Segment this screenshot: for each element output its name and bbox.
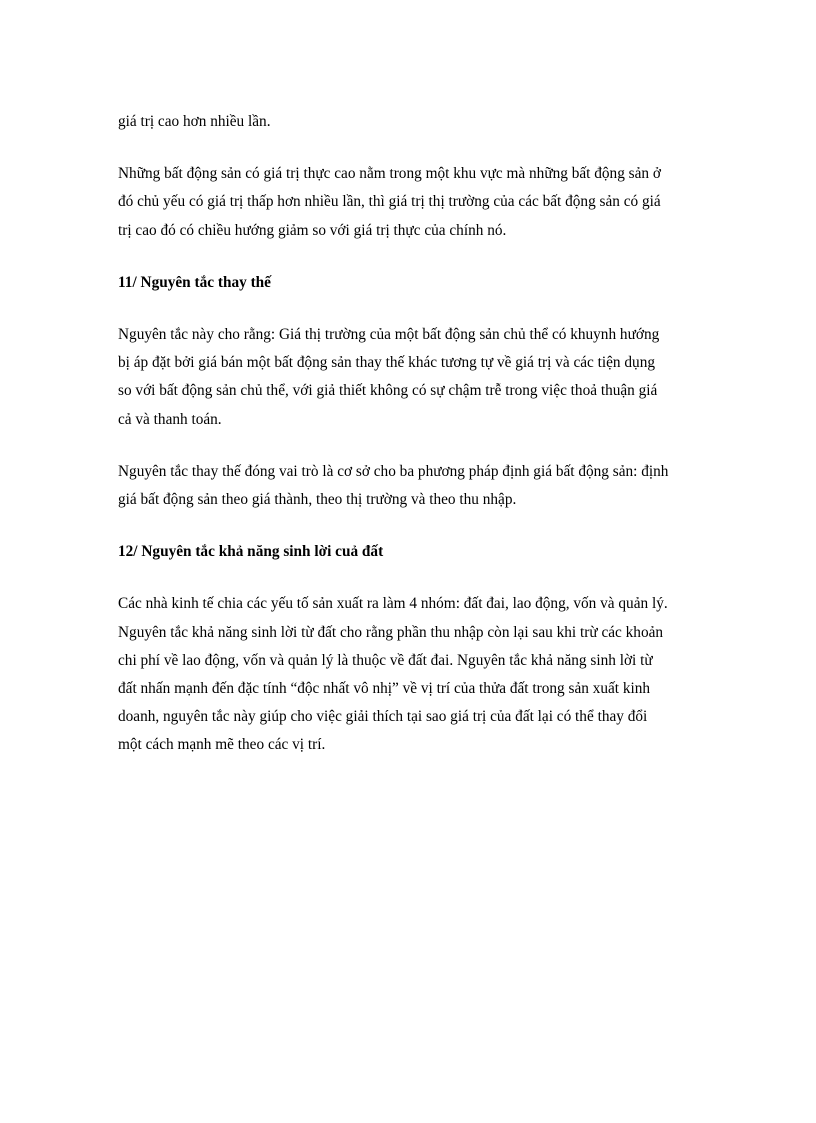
text-line: chi phí về lao động, vốn và quản lý là thuộc về đất đai. Nguyên tắc khả năng sinh lời từ [118, 651, 653, 669]
text-line: Những bất động sản có giá trị thực cao nằm trong một khu vực mà những bất động sản ở [118, 165, 661, 183]
text-line: Nguyên tắc thay thế đóng vai trò là cơ sở cho ba phương pháp định giá bất động sản: định [118, 462, 669, 480]
text-line: giá bất động sản theo giá thành, theo thị trường và theo thu nhập. [118, 491, 517, 509]
heading-text: 11/ Nguyên tắc thay thế [118, 273, 271, 291]
text-line: cả và thanh toán. [118, 410, 222, 428]
text-line: trị cao đó có chiều hướng giảm so với giá trị thực của chính nó. [118, 221, 507, 239]
text-line: bị áp đặt bởi giá bán một bất động sản thay thế khác tương tự về giá trị và các tiện dụng [118, 354, 655, 372]
heading-text: 12/ Nguyên tắc khả năng sinh lời cuả đất [118, 543, 384, 561]
paragraph-continuation [118, 108, 698, 136]
paragraph-gap [118, 566, 698, 590]
section-heading-12 [118, 538, 698, 566]
text-line: Nguyên tắc này cho rằng: Giá thị trường của một bất động sản chủ thể có khuynh hướng [118, 326, 660, 344]
paragraph-gap [118, 136, 698, 160]
text-line: doanh, nguyên tắc này giúp cho việc giải thích tại sao giá trị của đất lại có thể thay đổi [118, 708, 648, 726]
document-body [118, 108, 698, 760]
section-heading-11 [118, 269, 698, 297]
paragraph-substitution-role [118, 458, 698, 514]
text-line: đó chủ yếu có giá trị thấp hơn nhiều lần, thì giá trị thị trường của các bất động sản có giá [118, 193, 661, 211]
text-line: Nguyên tắc khả năng sinh lời từ đất cho rằng phần thu nhập còn lại sau khi trừ các khoản [118, 623, 664, 641]
text-line: giá trị cao hơn nhiều lần. [118, 113, 271, 130]
paragraph-substitution-definition [118, 321, 698, 434]
text-line: so với bất động sản chủ thể, với giả thiết không có sự chậm trễ trong việc thoả thuận giá [118, 382, 658, 400]
paragraph-gap [118, 514, 698, 538]
paragraph-land-productivity [118, 590, 698, 759]
paragraph-value-regression [118, 160, 698, 245]
text-line: một cách mạnh mẽ theo các vị trí. [118, 736, 326, 754]
paragraph-gap [118, 297, 698, 321]
paragraph-gap [118, 434, 698, 458]
paragraph-gap [118, 245, 698, 269]
text-line: đất nhấn mạnh đến đặc tính “độc nhất vô nhị” về vị trí của thửa đất trong sản xuất kinh [118, 680, 651, 698]
text-line: Các nhà kinh tế chia các yếu tố sản xuất ra làm 4 nhóm: đất đai, lao động, vốn và quản lý. [118, 595, 668, 613]
